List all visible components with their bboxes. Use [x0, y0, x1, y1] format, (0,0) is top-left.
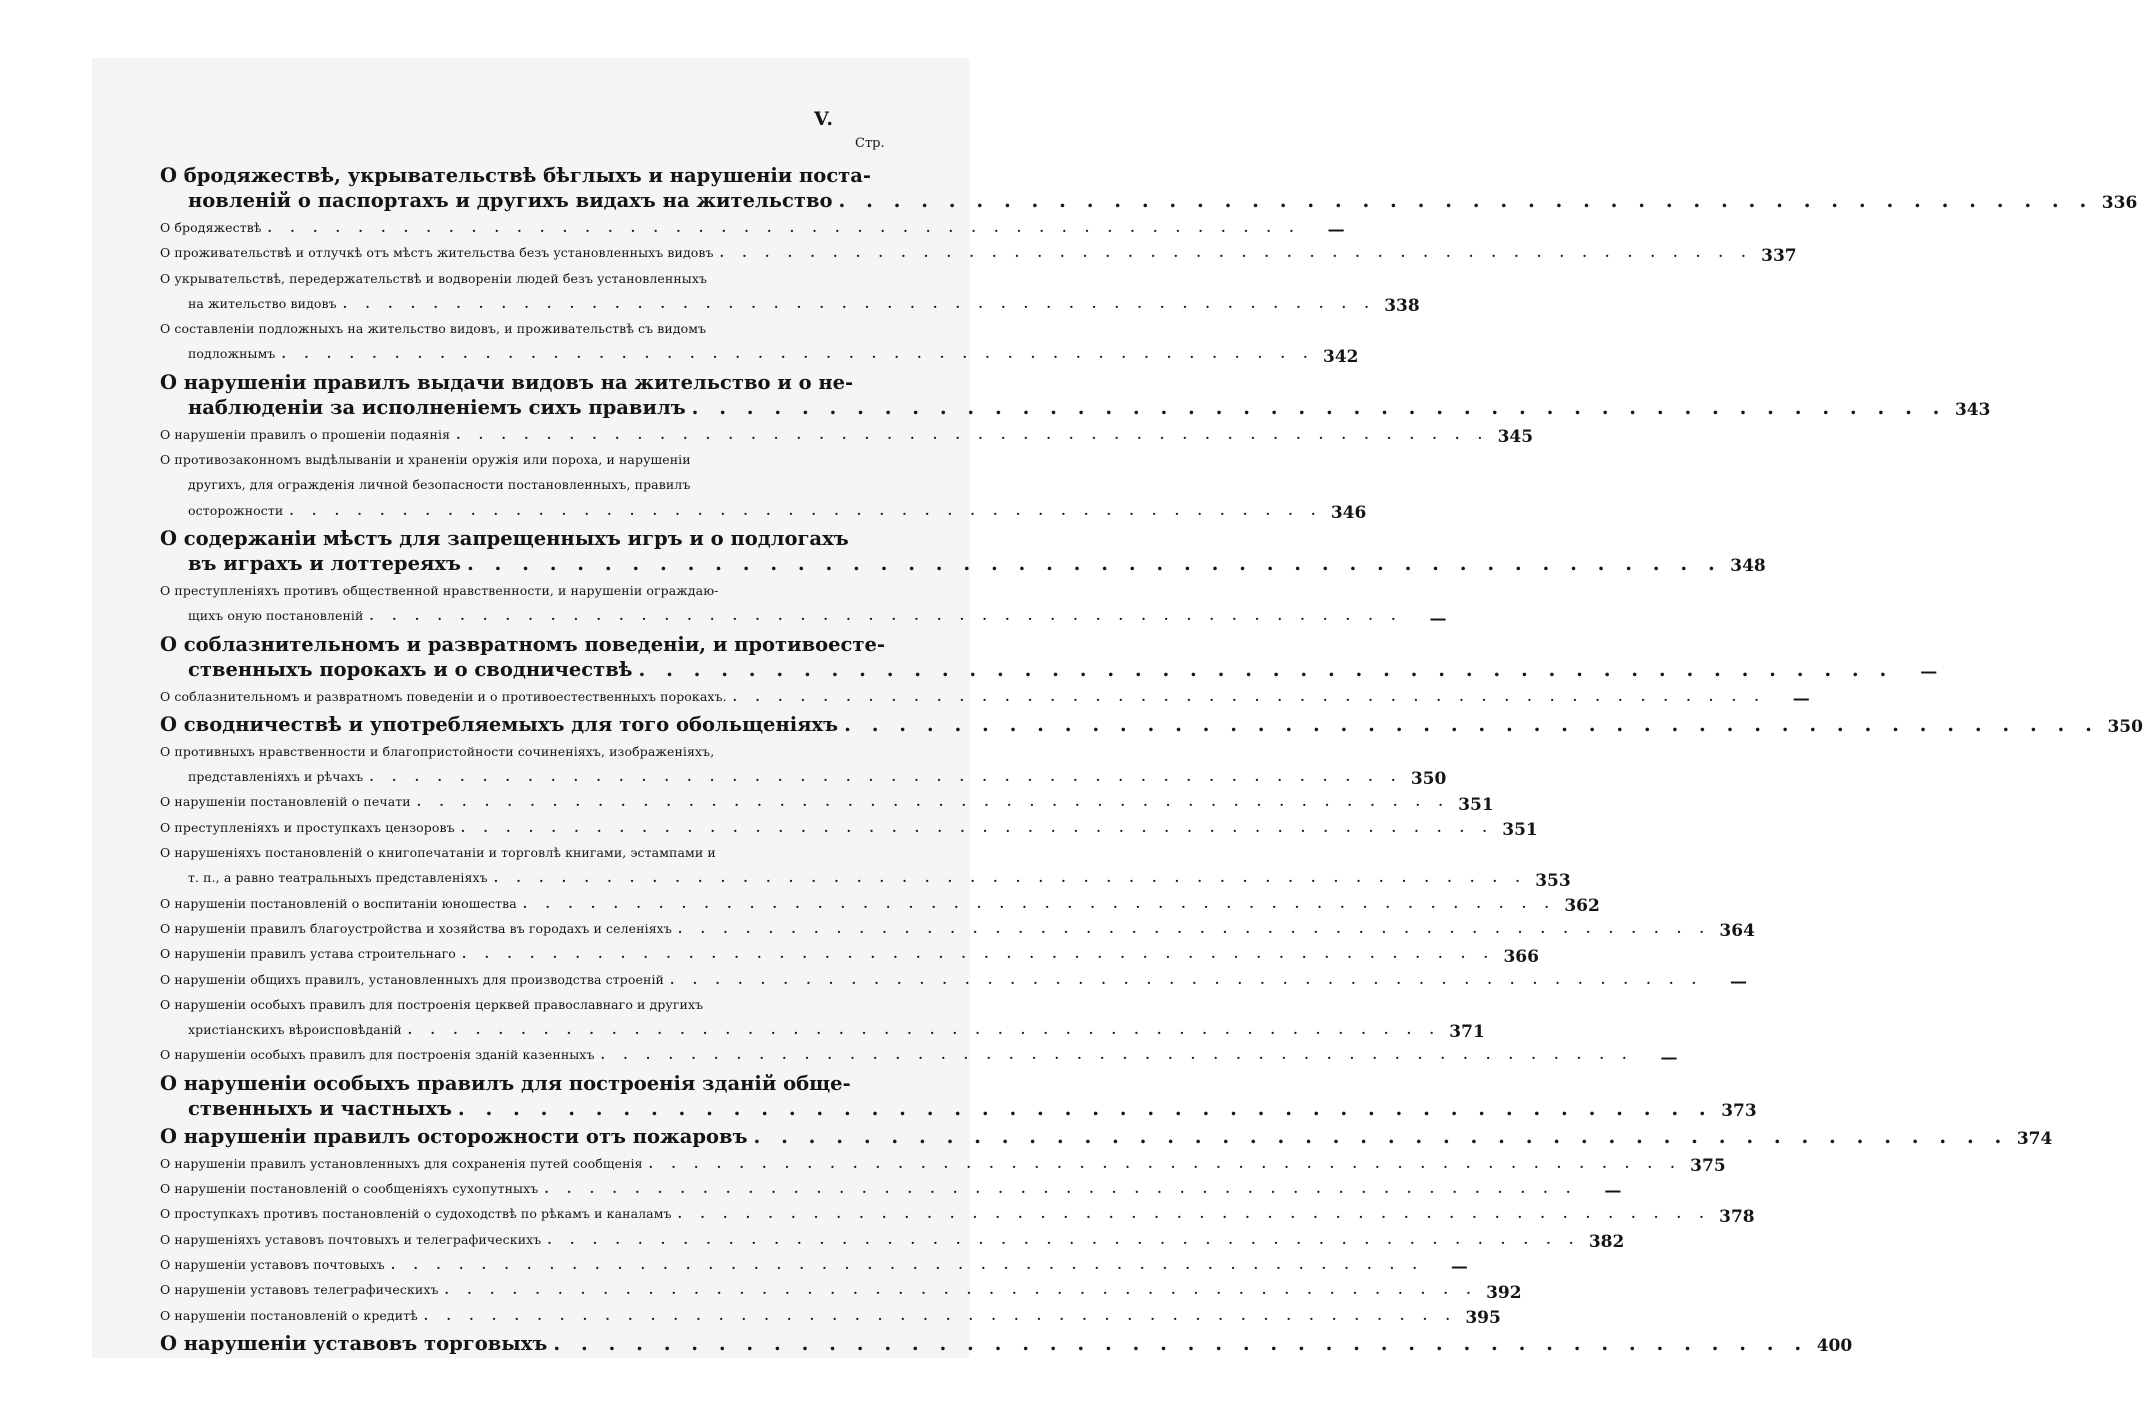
toc-entry-text: ственныхъ порокахъ и о сводничествѣ [188, 657, 633, 681]
toc-section-entry [160, 526, 1766, 576]
dot-leader: . . . . . . . . . . . . . . . . . . . . . . . . . . . . . . . . . . . . . . . . . . . . . . [466, 551, 1722, 575]
dot-leader: . . . . . . . . . . . . . . . . . . . . . . . . . . . . . . . . . . . . . . . . . . . . . . [691, 395, 1947, 419]
toc-page-number: 373 [1721, 1100, 1757, 1121]
toc-page-number: 362 [1564, 895, 1600, 916]
dot-leader: . . . . . . . . . . . . . . . . . . . . . . . . . . . . . . . . . . . . . . . . . . . . . . [460, 819, 1494, 835]
toc-entry-text: О нарушеніи уставовъ почтовыхъ [160, 1256, 385, 1272]
page-column-label: Стр. [855, 136, 885, 151]
toc-page-number: — [1730, 971, 1747, 992]
toc-page-number: 366 [1503, 946, 1539, 967]
toc-subsection-entry [160, 422, 1534, 448]
toc-entry-text: О преступленіяхъ и проступкахъ цензоровъ [160, 819, 455, 835]
toc-entry-text: О проступкахъ противъ постановленій о судоходствѣ по рѣкамъ и каналамъ [160, 1206, 672, 1222]
toc-entry-text: О нарушеніи постановленій о кредитѣ [160, 1307, 418, 1323]
table-of-contents [160, 160, 2143, 1358]
toc-page-number: 392 [1486, 1282, 1522, 1303]
toc-entry-text: О противозаконномъ выдѣлываніи и храненіи оружія или пороха, и нарушеніи [160, 452, 691, 468]
toc-entry-text: О нарушеніи правилъ о прошеніи подаянія [160, 426, 451, 442]
toc-entry-text: О сводничествѣ и употребляемыхъ для того обольщеніяхъ [160, 712, 839, 736]
toc-entry-text: О нарушеніи правилъ осторожности отъ пожаровъ [160, 1124, 748, 1148]
toc-section-entry [160, 632, 1938, 682]
toc-page-number: 395 [1465, 1307, 1501, 1328]
dot-leader: . . . . . . . . . . . . . . . . . . . . . . . . . . . . . . . . . . . . . . . . . . . . . . [677, 1206, 1711, 1222]
toc-entry-text: О нарушеніи общихъ правилъ, установленныхъ для производства строеній [160, 971, 664, 987]
toc-page-number: — [1327, 220, 1345, 241]
toc-entry-text: О нарушеніи особыхъ правилъ для построенія зданій обще- [160, 1071, 851, 1095]
toc-subsection-entry [160, 840, 1571, 891]
toc-page-number: 345 [1497, 427, 1534, 448]
toc-section-entry [160, 1071, 1757, 1121]
toc-page-number: 346 [1330, 502, 1367, 523]
toc-page-number: 338 [1384, 296, 1420, 317]
toc-entry-text: О проживательствѣ и отлучкѣ отъ мѣстъ жительства безъ установленныхъ видовъ [160, 245, 714, 261]
dot-leader: . . . . . . . . . . . . . . . . . . . . . . . . . . . . . . . . . . . . . . . . . . . . . . [677, 920, 1711, 936]
toc-page-number: 342 [1323, 346, 1359, 367]
dot-leader: . . . . . . . . . . . . . . . . . . . . . . . . . . . . . . . . . . . . . . . . . . . . . . [342, 295, 1376, 311]
toc-page-number: 337 [1761, 245, 1797, 266]
toc-subsection-entry [160, 967, 1747, 992]
toc-entry-text: О нарушеніи правилъ выдачи видовъ на жительство и о не- [160, 370, 854, 394]
toc-subsection-entry [160, 1201, 1755, 1227]
toc-entry-text: О нарушеніи уставовъ торговыхъ [160, 1331, 548, 1355]
dot-leader: . . . . . . . . . . . . . . . . . . . . . . . . . . . . . . . . . . . . . . . . . . . . . . [732, 688, 1766, 704]
page-number-roman: V. [814, 108, 835, 130]
toc-entry-text: О нарушеніи постановленій о сообщеніяхъ сухопутныхъ [160, 1181, 539, 1197]
toc-entry-text: О противныхъ нравственности и благопристойности сочиненіяхъ, изображеніяхъ, [160, 743, 715, 759]
dot-leader: . . . . . . . . . . . . . . . . . . . . . . . . . . . . . . . . . . . . . . . . . . . . . . [281, 346, 1315, 362]
toc-subsection-entry [160, 992, 1485, 1043]
toc-subsection-entry [160, 1176, 1622, 1202]
dot-leader: . . . . . . . . . . . . . . . . . . . . . . . . . . . . . . . . . . . . . . . . . . . . . . [289, 502, 1323, 518]
dot-leader: . . . . . . . . . . . . . . . . . . . . . . . . . . . . . . . . . . . . . . . . . . . . . . [544, 1181, 1578, 1197]
toc-entry-text: О нарушеніи особыхъ правилъ для построенія зданій казенныхъ [160, 1047, 595, 1063]
toc-subsection-entry [160, 891, 1600, 916]
toc-subsection-entry [160, 578, 1447, 629]
toc-entry-text: подложнымъ [188, 346, 276, 362]
toc-entry-text: О нарушеніи уставовъ телеграфическихъ [160, 1282, 439, 1298]
toc-page-number: 351 [1502, 820, 1538, 841]
dot-leader: . . . . . . . . . . . . . . . . . . . . . . . . . . . . . . . . . . . . . . . . . . . . . . [369, 769, 1403, 785]
toc-entry-text: О соблазнительномъ и развратномъ поведеніи, и противоесте- [160, 632, 885, 656]
dot-leader: . . . . . . . . . . . . . . . . . . . . . . . . . . . . . . . . . . . . . . . . . . . . . . [553, 1331, 1809, 1355]
dot-leader: . . . . . . . . . . . . . . . . . . . . . . . . . . . . . . . . . . . . . . . . . . . . . . [838, 189, 2094, 212]
dot-leader: . . . . . . . . . . . . . . . . . . . . . . . . . . . . . . . . . . . . . . . . . . . . . . [461, 946, 1495, 962]
dot-leader: . . . . . . . . . . . . . . . . . . . . . . . . . . . . . . . . . . . . . . . . . . . . . . [648, 1155, 1682, 1171]
toc-entry-text: щихъ оную постановленій [188, 608, 364, 624]
toc-page-number: — [1604, 1181, 1622, 1202]
toc-entry-text: О бродяжествѣ, укрывательствѣ бѣглыхъ и нарушеніи поста- [160, 164, 871, 187]
toc-page-number: 343 [1954, 399, 1991, 420]
toc-subsection-entry [160, 1042, 1678, 1068]
dot-leader: . . . . . . . . . . . . . . . . . . . . . . . . . . . . . . . . . . . . . . . . . . . . . . [638, 657, 1894, 681]
toc-entry-text: на жительство видовъ [188, 295, 337, 311]
dot-leader: . . . . . . . . . . . . . . . . . . . . . . . . . . . . . . . . . . . . . . . . . . . . . . [407, 1022, 1441, 1038]
toc-entry-text: О нарушеніи правилъ устава строительнаго [160, 946, 456, 962]
dot-leader: . . . . . . . . . . . . . . . . . . . . . . . . . . . . . . . . . . . . . . . . . . . . . . [600, 1047, 1634, 1063]
toc-page-number: 350 [1410, 769, 1447, 790]
toc-entry-text: другихъ, для огражденія личной безопасности постановленныхъ, правилъ [188, 477, 691, 493]
toc-page-number: — [1450, 1257, 1468, 1278]
toc-page-number: 375 [1690, 1156, 1726, 1177]
toc-page-number: 400 [1816, 1335, 1853, 1356]
toc-entry-text: О соблазнительномъ и развратномъ поведеніи и о противоестественныхъ порокахъ. [160, 688, 727, 704]
toc-subsection-entry [160, 916, 1755, 942]
toc-subsection-entry [160, 1151, 1726, 1177]
dot-leader: . . . . . . . . . . . . . . . . . . . . . . . . . . . . . . . . . . . . . . . . . . . . . . [444, 1282, 1478, 1298]
toc-page-number: 374 [2016, 1128, 2053, 1149]
toc-page-number: 350 [2107, 716, 2143, 737]
toc-entry-text: О составленіи подложныхъ на жительство видовъ, и проживательствѣ съ видомъ [160, 321, 707, 337]
toc-page-number: 348 [1730, 555, 1766, 576]
toc-page-number: — [1660, 1047, 1678, 1068]
toc-subsection-entry [160, 215, 1345, 241]
toc-entry-text: ственныхъ и частныхъ [188, 1096, 452, 1120]
toc-subsection-entry [160, 240, 1797, 266]
toc-subsection-entry [160, 447, 1367, 523]
toc-section-entry [160, 712, 2143, 737]
dot-leader: . . . . . . . . . . . . . . . . . . . . . . . . . . . . . . . . . . . . . . . . . . . . . . [719, 245, 1753, 261]
toc-section-entry [160, 370, 1991, 420]
toc-page-number: — [1429, 608, 1447, 629]
toc-entry-text: осторожности [188, 502, 284, 518]
toc-page-number: 371 [1449, 1022, 1485, 1043]
toc-subsection-entry [160, 739, 1447, 790]
toc-subsection-entry [160, 266, 1420, 317]
toc-entry-text: О укрывательствѣ, передержательствѣ и водвореніи людей безъ установленныхъ [160, 270, 708, 286]
toc-entry-text: О нарушеніи особыхъ правилъ для построенія церквей православнаго и другихъ [160, 996, 704, 1012]
dot-leader: . . . . . . . . . . . . . . . . . . . . . . . . . . . . . . . . . . . . . . . . . . . . . . [456, 426, 1490, 442]
dot-leader: . . . . . . . . . . . . . . . . . . . . . . . . . . . . . . . . . . . . . . . . . . . . . . [423, 1307, 1457, 1323]
dot-leader: . . . . . . . . . . . . . . . . . . . . . . . . . . . . . . . . . . . . . . . . . . . . . . [753, 1124, 2009, 1148]
dot-leader: . . . . . . . . . . . . . . . . . . . . . . . . . . . . . . . . . . . . . . . . . . . . . . [369, 608, 1403, 624]
toc-entry-text: О преступленіяхъ противъ общественной нравственности, и нарушеніи ограждаю- [160, 582, 719, 598]
toc-page-number: 353 [1535, 870, 1571, 891]
toc-page-number: — [1792, 688, 1810, 709]
toc-subsection-entry [160, 316, 1359, 367]
toc-subsection-entry [160, 1277, 1522, 1303]
dot-leader: . . . . . . . . . . . . . . . . . . . . . . . . . . . . . . . . . . . . . . . . . . . . . . [547, 1231, 1581, 1247]
toc-entry-text: О нарушеніи правилъ установленныхъ для сохраненія путей сообщенія [160, 1155, 643, 1171]
toc-entry-text: христіанскихъ вѣроисповѣданій [188, 1022, 402, 1038]
dot-leader: . . . . . . . . . . . . . . . . . . . . . . . . . . . . . . . . . . . . . . . . . . . . . . [669, 971, 1703, 987]
toc-subsection-entry [160, 1227, 1625, 1252]
toc-entry-text: О нарушеніи постановленій о печати [160, 794, 411, 810]
dot-leader: . . . . . . . . . . . . . . . . . . . . . . . . . . . . . . . . . . . . . . . . . . . . . . [844, 712, 2099, 736]
dot-leader: . . . . . . . . . . . . . . . . . . . . . . . . . . . . . . . . . . . . . . . . . . . . . . [390, 1256, 1424, 1272]
toc-subsection-entry [160, 815, 1538, 841]
toc-entry-text: О нарушеніи правилъ благоустройства и хозяйства въ городахъ и селеніяхъ [160, 920, 672, 936]
toc-subsection-entry [160, 684, 1810, 709]
toc-page-number: 378 [1719, 1206, 1755, 1227]
toc-page-number: — [1920, 661, 1938, 682]
dot-leader: . . . . . . . . . . . . . . . . . . . . . . . . . . . . . . . . . . . . . . . . . . . . . . [267, 220, 1301, 235]
dot-leader: . . . . . . . . . . . . . . . . . . . . . . . . . . . . . . . . . . . . . . . . . . . . . . [457, 1096, 1713, 1120]
toc-entry-text: О нарушеніи постановленій о воспитаніи юношества [160, 895, 517, 911]
toc-entry-text: О содержаніи мѣстъ для запрещенныхъ игръ и о подлогахъ [160, 526, 849, 550]
toc-entry-text: наблюденіи за исполненіемъ сихъ правилъ [188, 395, 686, 419]
toc-entry-text: О нарушеніяхъ постановленій о книгопечатаніи и торговлѣ книгами, эстампами и [160, 845, 716, 861]
toc-section-entry [160, 1331, 1853, 1356]
dot-leader: . . . . . . . . . . . . . . . . . . . . . . . . . . . . . . . . . . . . . . . . . . . . . . [493, 870, 1527, 886]
toc-page-number: 382 [1588, 1231, 1625, 1252]
toc-entry-text: новленій о паспортахъ и другихъ видахъ на жительство [188, 189, 833, 212]
toc-section-entry [160, 163, 2138, 213]
toc-subsection-entry [160, 941, 1539, 967]
toc-subsection-entry [160, 789, 1494, 815]
dot-leader: . . . . . . . . . . . . . . . . . . . . . . . . . . . . . . . . . . . . . . . . . . . . . . [522, 895, 1556, 911]
toc-subsection-entry [160, 1303, 1501, 1328]
toc-page-number: 351 [1458, 794, 1494, 815]
toc-entry-text: О бродяжествѣ [160, 220, 262, 235]
toc-subsection-entry [160, 1252, 1468, 1278]
toc-entry-text: представленіяхъ и рѣчахъ [188, 769, 364, 785]
toc-page-number: 336 [2101, 193, 2138, 213]
toc-section-entry [160, 1124, 2053, 1149]
toc-entry-text: въ играхъ и лоттереяхъ [188, 551, 461, 575]
toc-entry-text: О нарушеніяхъ уставовъ почтовыхъ и телеграфическихъ [160, 1231, 542, 1247]
toc-entry-text: т. п., а равно театральныхъ представленіяхъ [188, 870, 488, 886]
toc-page-number: 364 [1719, 921, 1755, 942]
dot-leader: . . . . . . . . . . . . . . . . . . . . . . . . . . . . . . . . . . . . . . . . . . . . . . [416, 794, 1450, 810]
